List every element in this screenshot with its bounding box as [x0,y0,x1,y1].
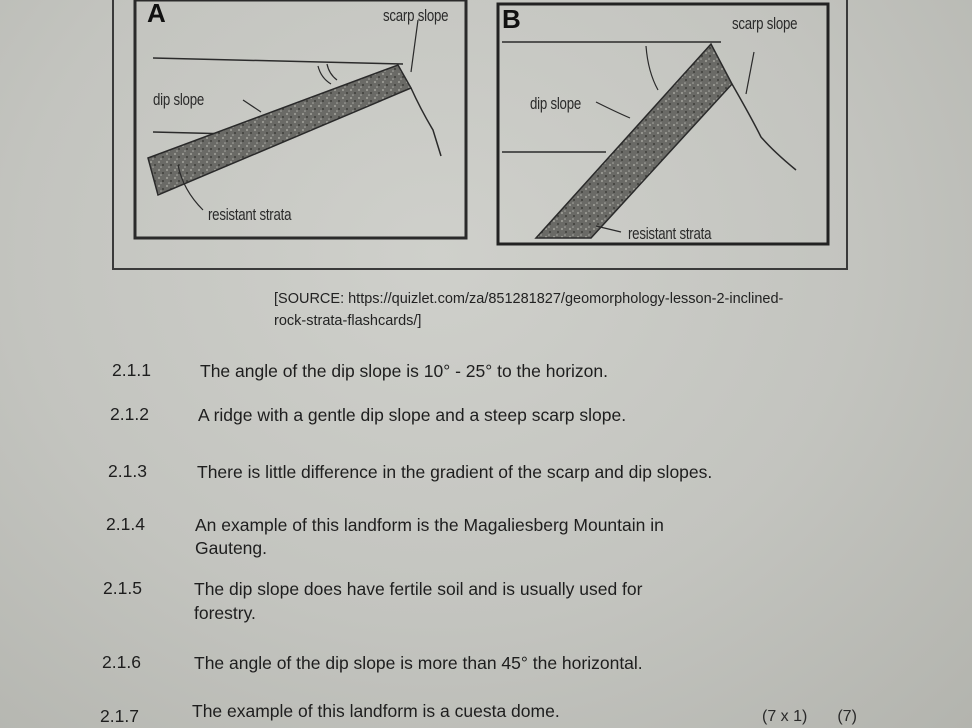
question-text: The angle of the dip slope is more than 45° the horizontal. [194,653,643,673]
diagram-a [133,0,468,242]
question-number: 2.1.3 [108,461,147,481]
diagram-a-dip-label: dip slope [153,90,204,109]
question-number: 2.1.5 [103,578,142,598]
question-number: 2.1.1 [112,360,151,380]
diagram-b-scarp-label: scarp slope [732,14,798,33]
question-number: 2.1.4 [106,514,145,534]
source-line-2: rock-strata-flashcards/] [274,313,422,329]
marks-total: (7) [837,708,857,725]
diagram-b-resistant-label: resistant strata [628,224,712,243]
question-number: 2.1.2 [110,404,149,424]
diagram-b-panel-label: B [502,4,521,34]
question-text: The dip slope does have fertile soil and is usually used for [194,579,643,599]
question-text-continued: forestry. [194,603,256,623]
diagram-b-dip-label: dip slope [530,94,581,113]
diagram-b [496,2,830,248]
marks-calculation: (7 x 1) [762,708,808,725]
question-text: The example of this landform is a cuesta dome. [192,701,560,721]
question-2-1-3 [108,461,808,483]
question-2-1-5 [103,578,803,624]
source-line-1: [SOURCE: https://quizlet.com/za/851281827/geomorphology-lesson-2-inclined- [274,291,784,307]
diagram-a-scarp-label: scarp slope [383,6,449,25]
question-text: The angle of the dip slope is 10° - 25° to the horizon. [200,361,609,381]
diagram-a-panel-label: A [147,0,166,28]
question-text: There is little difference in the gradient of the scarp and dip slopes. [197,462,713,482]
question-number: 2.1.7 [100,706,139,726]
question-text: An example of this landform is the Magaliesberg Mountain in [195,515,664,535]
question-2-1-1 [112,360,812,382]
question-text: A ridge with a gentle dip slope and a steep scarp slope. [198,405,627,425]
marks-allocation [762,708,887,726]
question-text-continued: Gauteng. [195,538,267,558]
diagram-a-resistant-label: resistant strata [208,205,292,224]
diagram-b-drawing [496,2,830,248]
question-2-1-6 [102,652,802,674]
question-number: 2.1.6 [102,652,141,672]
question-2-1-7 [100,700,740,726]
question-2-1-4 [106,514,806,560]
source-citation [274,288,874,332]
diagram-a-drawing [133,0,468,242]
question-2-1-2 [110,404,810,426]
